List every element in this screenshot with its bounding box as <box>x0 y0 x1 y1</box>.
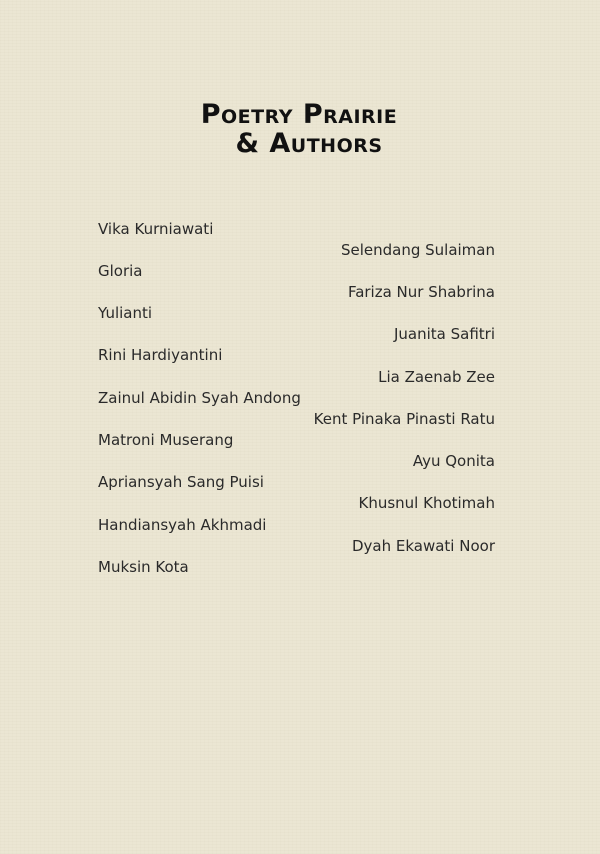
page-title <box>0 100 600 158</box>
title-line-2: & Authors <box>235 128 383 159</box>
author-name: Fariza Nur Shabrina <box>347 283 495 301</box>
author-name: Gloria <box>98 262 143 280</box>
author-name: Muksin Kota <box>98 558 189 576</box>
author-name: Khusnul Khotimah <box>358 494 495 512</box>
author-name: Lia Zaenab Zee <box>378 368 495 386</box>
author-name: Matroni Muserang <box>98 431 234 449</box>
author-name: Selendang Sulaiman <box>340 241 495 259</box>
author-name: Handiansyah Akhmadi <box>98 516 267 534</box>
author-name: Apriansyah Sang Puisi <box>98 473 264 491</box>
author-name: Vika Kurniawati <box>98 220 214 238</box>
author-name: Rini Hardiyantini <box>98 346 223 364</box>
title-line-1: Poetry Prairie <box>200 99 398 130</box>
author-name: Yulianti <box>98 304 153 322</box>
author-name: Kent Pinaka Pinasti Ratu <box>313 410 495 428</box>
author-name: Ayu Qonita <box>412 452 495 470</box>
author-name: Juanita Safitri <box>393 325 495 343</box>
author-name: Zainul Abidin Syah Andong <box>98 389 301 407</box>
author-name: Dyah Ekawati Noor <box>351 537 495 555</box>
